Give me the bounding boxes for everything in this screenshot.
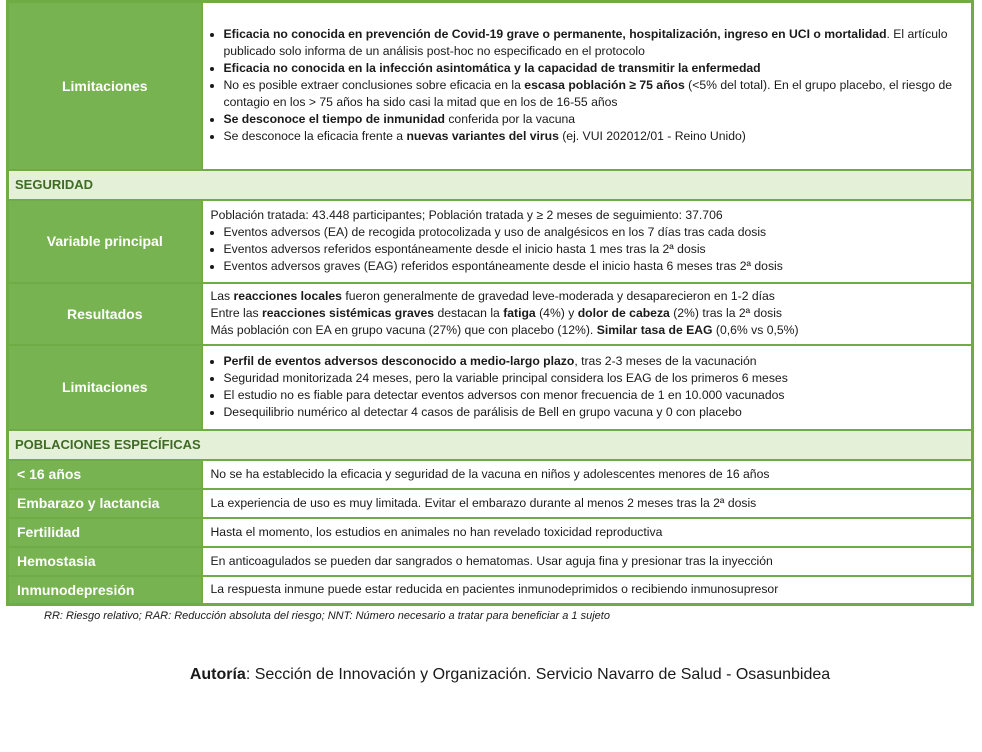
result-line (211, 305, 964, 322)
text-run: (<5% del total). En el grupo placebo, el riesgo de contagio en los > 75 años ha sido casi la mitad que en los de 16-55 años (223, 78, 953, 110)
population-label: Hemostasia (8, 547, 202, 576)
bold-text: Eficacia no conocida en la infección asintomática y la capacidad de transmitir la enfermedad (223, 61, 761, 76)
bold-text: Perfil de eventos adversos desconocido a medio-largo plazo (223, 354, 575, 368)
authorship (46, 666, 974, 684)
population-text: No se ha establecido la eficacia y seguridad de la vacuna en niños y adolescentes menores de 16 años (202, 460, 973, 489)
row-content (202, 283, 973, 345)
text-run: Se desconoce la eficacia frente a (223, 129, 407, 144)
vaccine-info-table (6, 0, 974, 606)
list-item (224, 77, 964, 111)
text-run: Desequilibrio numérico al detectar 4 casos de parálisis de Bell en grupo vacuna y 0 con placebo (223, 405, 742, 419)
text-run: No es posible extraer conclusiones sobre eficacia en la (223, 78, 525, 93)
list-item (224, 26, 964, 60)
text-run: Entre las (210, 306, 262, 320)
section-header-row (8, 170, 973, 200)
list-item (224, 353, 964, 370)
bold-text: escasa población ≥ 75 años (524, 78, 685, 93)
result-line (211, 322, 964, 339)
safety-variable-row (8, 200, 973, 283)
row-content (202, 345, 973, 430)
text-run: Más población con EA en grupo vacuna (27%) que con placebo (12%). (210, 323, 597, 337)
population-label: Inmunodepresión (8, 576, 202, 605)
list-item (224, 111, 964, 128)
text-run: destacan la (434, 306, 504, 320)
bold-text: Similar tasa de EAG (596, 323, 713, 337)
text-run: Seguridad monitorizada 24 meses, pero la variable principal considera los EAG de los primeros 6 meses (223, 371, 788, 385)
population-text: En anticoagulados se pueden dar sangrados o hematomas. Usar aguja fina y presionar tras la inyección (202, 547, 973, 576)
row-label: Limitaciones (8, 345, 202, 430)
bold-text: fatiga (503, 306, 536, 320)
text-run: fueron generalmente de gravedad leve-moderada y desaparecieron en 1-2 días (341, 289, 775, 303)
population-text: La respuesta inmune puede estar reducida en pacientes inmunodeprimidos o recibiendo inmunosupresor (202, 576, 973, 605)
list-item: • Eventos adversos (EA) de recogida protocolizada y uso de analgésicos en los 7 días tras cada dosis (224, 224, 964, 241)
bold-text: reacciones sistémicas graves (261, 306, 435, 320)
text-run: (ej. VUI 202012/01 - Reino Unido) (558, 129, 746, 144)
text-run: conferida por la vacuna (444, 112, 576, 127)
list-item (224, 60, 964, 77)
population-text: Hasta el momento, los estudios en animales no han revelado toxicidad reproductiva (202, 518, 973, 547)
list-item (224, 128, 964, 145)
list-item: • Eventos adversos graves (EAG) referidos espontáneamente desde el inicio hasta 6 meses tras 2ª dosis (224, 258, 964, 275)
efficacy-limitations-list (211, 26, 964, 145)
population-label: < 16 años (8, 460, 202, 489)
efficacy-limitations-row (8, 2, 973, 170)
text-run: (0,6% vs 0,5%) (712, 323, 799, 337)
row-content (202, 2, 973, 170)
result-line (211, 288, 964, 305)
safety-intro-text: Población tratada: 43.448 participantes; Población tratada y ≥ 2 meses de seguimiento: 37.706 (210, 208, 723, 222)
text-run: , tras 2-3 meses de la vacunación (574, 354, 757, 368)
population-row (8, 489, 973, 518)
population-row (8, 576, 973, 605)
safety-variable-list (211, 224, 964, 275)
list-item: • Eventos adversos referidos espontáneamente desde el inicio hasta 1 mes tras la 2ª dosis (224, 241, 964, 258)
safety-limitations-list (211, 353, 964, 421)
section-header-safety: SEGURIDAD (8, 170, 973, 200)
bold-text: Eficacia no conocida en prevención de Covid-19 grave o permanente, hospitalización, ingreso en UCI o mortalidad (223, 27, 887, 42)
text-run: . El artículo publicado solo informa de un análisis post-hoc no especificado en el protocolo (223, 27, 948, 59)
row-label: Variable principal (8, 200, 202, 283)
bold-text: reacciones locales (233, 289, 342, 303)
text-run: (2%) tras la 2ª dosis (669, 306, 783, 320)
authorship-key: Autoría (189, 666, 246, 683)
population-row (8, 547, 973, 576)
text-run: (4%) y (535, 306, 578, 320)
document (6, 0, 974, 684)
bold-text: Se desconoce el tiempo de inmunidad (223, 112, 445, 127)
row-content (202, 200, 973, 283)
bold-text: nuevas variantes del virus (406, 129, 559, 144)
safety-limitations-row (8, 345, 973, 430)
safety-results-row (8, 283, 973, 345)
population-text: La experiencia de uso es muy limitada. Evitar el embarazo durante al menos 2 meses tras la 2ª dosis (202, 489, 973, 518)
population-row (8, 518, 973, 547)
list-item (224, 404, 964, 421)
list-item (224, 387, 964, 404)
text-run: Las (210, 289, 234, 303)
population-label: Fertilidad (8, 518, 202, 547)
population-row (8, 460, 973, 489)
bold-text: dolor de cabeza (577, 306, 670, 320)
footnote: RR: Riesgo relativo; RAR: Reducción absoluta del riesgo; NNT: Número necesario a tratar para beneficiar a 1 sujeto (44, 610, 610, 622)
authorship-value: : Sección de Innovación y Organización. Servicio Navarro de Salud - Osasunbidea (245, 666, 831, 683)
section-header-row (8, 430, 973, 460)
row-label: Resultados (8, 283, 202, 345)
text-run: El estudio no es fiable para detectar eventos adversos con menor frecuencia de 1 en 10.000 vacunados (223, 388, 785, 402)
population-label: Embarazo y lactancia (8, 489, 202, 518)
section-header-populations: POBLACIONES ESPECÍFICAS (8, 430, 973, 460)
list-item (224, 370, 964, 387)
row-label: Limitaciones (8, 2, 202, 170)
